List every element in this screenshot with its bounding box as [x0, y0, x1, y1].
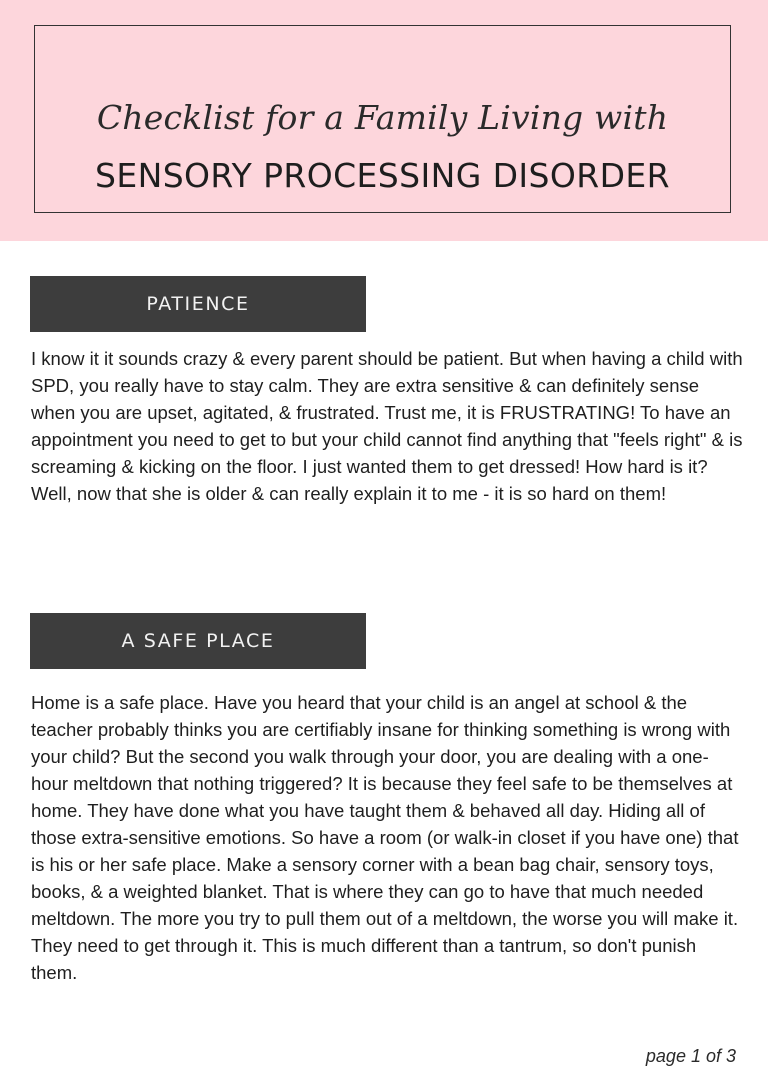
page-title: SENSORY PROCESSING DISORDER: [95, 156, 670, 195]
page-number: page 1 of 3: [645, 1046, 736, 1066]
title-subheading: Checklist for a Family Living with: [96, 98, 669, 137]
section-body-safe-place: Home is a safe place. Have you heard that your child is an angel at school & the teacher probably thinks you are certifiably insane for thinking something is wrong with your child? But the second you walk through your door, you are dealing with a one-hour meltdown that nothing triggered? It is because they feel safe to be themselves at home. They have done what you have taught them & behaved all day. Hiding all of those extra-sensitive emotions. So have a room (or walk-in closet if you have one) that is his or her safe place. Make a sensory corner with a bean bag chair, sensory toys, books, & a weighted blanket. That is where they can go to have that much needed meltdown. The more you try to pull them out of a meltdown, the worse you will make it. They need to get through it. This is much different than a tantrum, so don't punish them.: [31, 692, 739, 983]
title-frame: [34, 25, 731, 213]
section-body-patience: I know it it sounds crazy & every parent should be patient. But when having a child with SPD, you really have to stay calm. They are extra sensitive & can definitely sense when you are upset, agitated, & frustrated. Trust me, it is FRUSTRATING! To have an appointment you need to get to but your child cannot find anything that "feels right" & is screaming & kicking on the floor. I just wanted them to get dressed! How hard is it? Well, now that she is older & can really explain it to me - it is so hard on them!: [31, 348, 743, 504]
section-heading-patience: PATIENCE: [30, 276, 366, 332]
section-heading-safe-place: A SAFE PLACE: [30, 613, 366, 669]
header-band: [0, 0, 768, 241]
